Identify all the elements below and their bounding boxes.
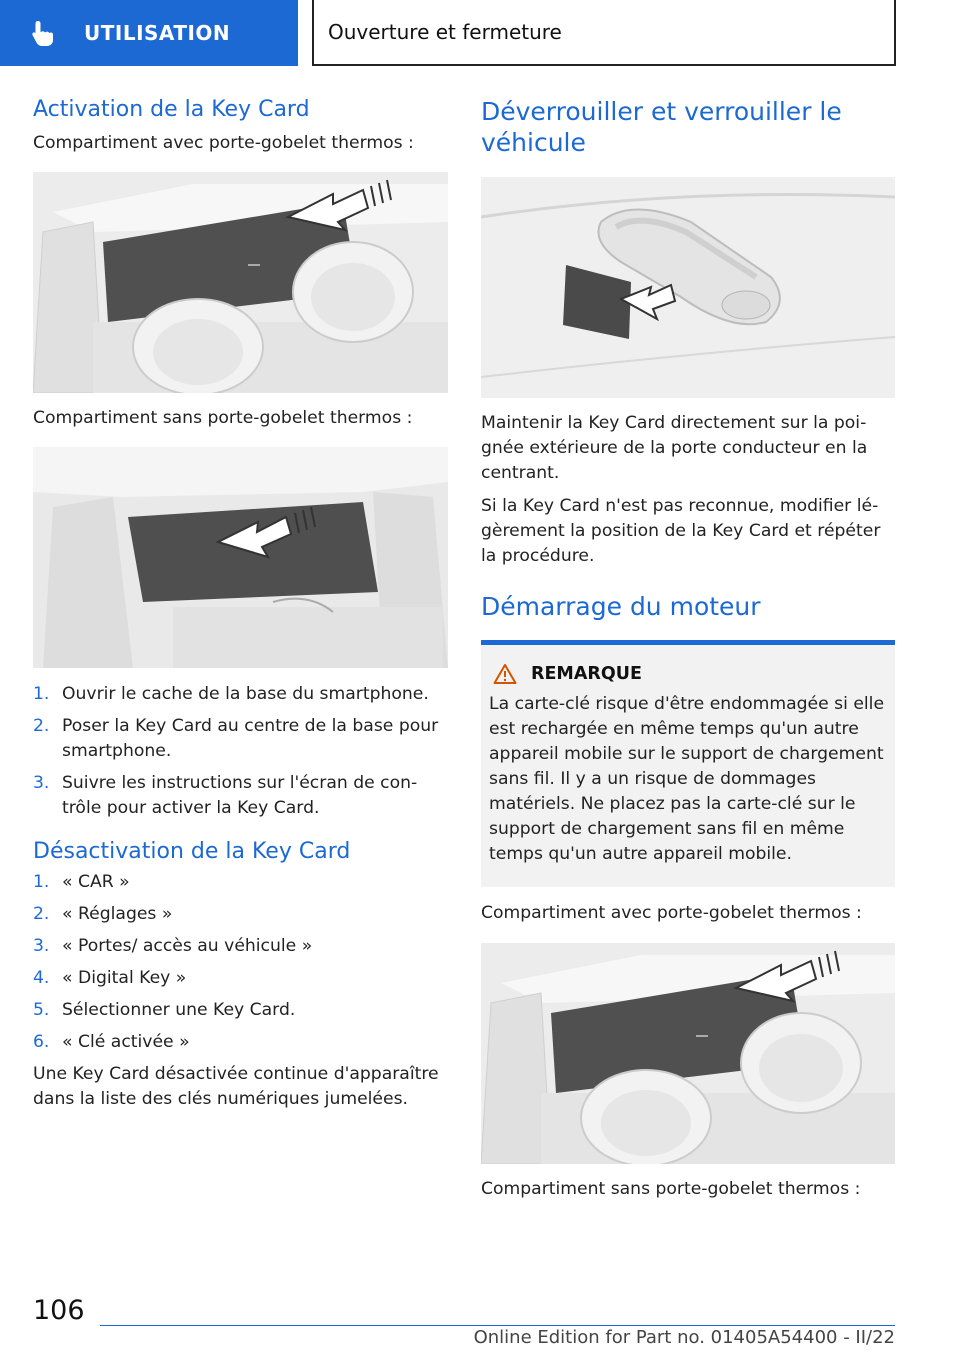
list-item: 5. Sélectionner une Key Card. [33,1000,296,1021]
section-tab[interactable] [0,0,298,66]
caption-without-thermos: Compartiment sans porte-gobelet thermos : [33,407,413,428]
activation-steps [33,682,448,821]
deactivation-steps [33,870,448,1055]
console-with-thermos-image-2 [481,943,895,1164]
left-column [33,96,448,1112]
chapter-header [312,0,896,66]
caption-with-thermos: Compartiment avec porte-gobelet thermos : [33,132,414,153]
door-handle-image [481,177,895,398]
list-item: 4. « Digital Key » [33,968,187,989]
lock-paragraph-1: Maintenir la Key Card directement sur la poignée extérieure de la porte conducteur en la centrant. [481,412,868,483]
console-without-thermos-image [33,447,448,668]
caption-with-thermos-2: Compartiment avec porte-gobelet thermos : [481,902,862,923]
footer-divider [100,1325,895,1326]
lock-unlock-heading: Déverrouiller et verrouiller le véhicule [481,97,842,158]
right-column [481,96,895,1202]
list-item: 1. « CAR » [33,872,130,893]
page-number: 106 [33,1295,85,1326]
notice-box [481,640,895,887]
deactivation-heading: Désactivation de la Key Card [33,838,351,864]
list-item: 3. « Portes/ accès au véhicule » [33,936,313,957]
list-item: 1. Ouvrir le cache de la base du smartphone. [33,683,429,704]
list-item: 2. « Réglages » [33,904,173,925]
warning-icon [493,663,517,685]
list-item: 6. « Clé activée » [33,1032,190,1053]
list-item: 2. Poser la Key Card au centre de la base pour smartphone. [33,715,439,761]
console-with-thermos-image [33,172,448,393]
section-label: UTILISATION [84,21,231,45]
hand-pointer-icon [28,18,58,48]
notice-text: La carte-clé risque d'être endommagée si elle est rechargée en même temps qu'un autre appareil mobile sur le support de chargement sans fil. Il y a un risque de dommages matériels. Ne placez pas la carte-clé sur le support de chargement sans fil en même temps qu'un autre appareil mobile. [489,693,885,864]
edition-text: Online Edition for Part no. 01405A54400 - II/22 [473,1327,895,1348]
chapter-title: Ouverture et fermeture [328,20,562,44]
notice-title: REMARQUE [531,663,642,684]
engine-start-heading: Démarrage du moteur [481,591,761,621]
deactivation-note: Une Key Card désactivée continue d'apparaître dans la liste des clés numériques jumelées. [33,1064,439,1110]
lock-paragraph-2: Si la Key Card n'est pas reconnue, modifier légèrement la position de la Key Card et répéter la procédure. [481,495,881,566]
list-item: 3. Suivre les instructions sur l'écran de contrôle pour activer la Key Card. [33,772,418,818]
caption-without-thermos-2: Compartiment sans porte-gobelet thermos : [481,1178,861,1199]
activation-heading: Activation de la Key Card [33,97,310,122]
